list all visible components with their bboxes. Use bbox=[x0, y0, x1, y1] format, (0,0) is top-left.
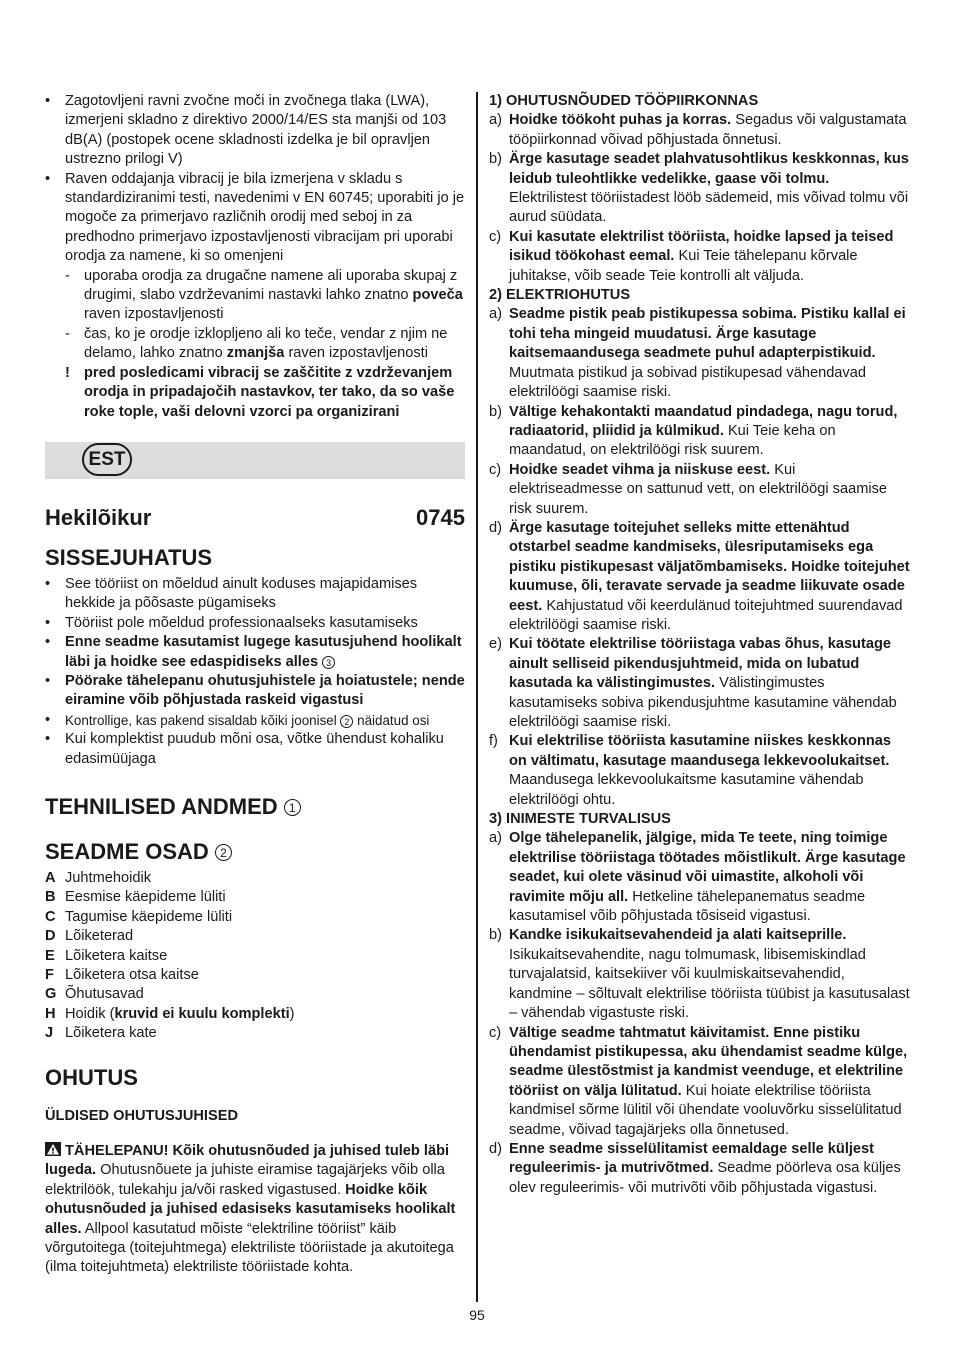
text-run: Kui kasutate elektrilist tööriista, hoidke lapsed ja teised isikud töökohast eemal. bbox=[509, 228, 894, 265]
text-run: Lõiketera otsa kaitse bbox=[65, 967, 199, 983]
safety-item bbox=[489, 403, 911, 461]
text-run: Kui töötate elektrilise tööriistaga vabas õhus, kasutage ainult selliseid pikendusjuhtmeid, mida on lubatud kasutada ka välistingimustes. bbox=[509, 636, 891, 692]
parts-key: G bbox=[45, 986, 57, 1003]
parts-item bbox=[45, 985, 465, 1004]
parts-item bbox=[45, 1005, 465, 1024]
text-run: kruvid ei kuulu komplekti bbox=[114, 1005, 290, 1022]
text-run: Zagotovljeni ravni zvočne moči in zvočnega tlaka (LWA), izmerjeni skladno z direktivo 2000/14/ES sta manjši od 103 dB(A) (postopek ocene skladnosti izdelka je bil opravljen ustrezno prilogi V) bbox=[65, 93, 447, 168]
item-marker: a) bbox=[489, 306, 502, 323]
safety-item bbox=[489, 1024, 911, 1140]
parts-key: D bbox=[45, 928, 56, 945]
list-item: • See tööriist on mõeldud ainult koduses majapidamises hekkide ja põõsaste pügamiseks bbox=[45, 575, 418, 612]
section-heading: 2) ELEKTRIOHUTUS bbox=[489, 287, 631, 304]
item-marker: f) bbox=[489, 733, 498, 750]
parts-item bbox=[45, 927, 465, 946]
text-run: Raven oddajanja vibracij je bila izmerjena v skladu s standardiziranimi testi, navedenimi v EN 60745; uporabiti jo je mogoče za primerjavo različnih orodij med seboj in za predhodno primerjavo izpostavljenosti vibracijam pri uporabi orodja za namene, ki so omenjeni bbox=[65, 170, 465, 265]
subitems bbox=[45, 267, 465, 364]
text-run: Enne seadme sisselülitamist eemaldage selle küljest reguleerimis- ja mutrivõtmed. bbox=[509, 1140, 875, 1177]
text-run: Eesmise käepideme lüliti bbox=[65, 889, 226, 906]
item-marker: a) bbox=[489, 830, 502, 847]
text-run: uporaba orodja za drugačne namene ali uporaba skupaj z drugimi, slabo vzdrževanimi nastavki lahko znatno bbox=[84, 267, 458, 304]
text-run: Hoidke töökoht puhas ja korras. bbox=[509, 112, 732, 129]
text-run: Ärge kasutage toitejuhet selleks mitte ettenähtud otstarbel seadme kandmiseks, ülesriputamiseks ega pistiku pistikupesast väljatõmbamiseks. Hoidke toitejuhet kuumuse, õli, teravate servade ja seadme liikuvate osade eest. bbox=[509, 519, 910, 614]
list-item: • Tööriist pole mõeldud professionaalseks kasutamiseks bbox=[45, 614, 418, 631]
general-heading: ÜLDISED OHUTUSJUHISED bbox=[45, 1107, 238, 1124]
text-run: Hoidke kõik ohutusnõuded ja juhised edasiseks kasutamiseks hoolikalt alles. bbox=[45, 1181, 456, 1237]
parts-key: E bbox=[45, 947, 55, 964]
text-run: Ohutusnõuete ja juhiste eiramise tagajärjeks võib olla elektrilöök, tulekahju ja/või rasked vigastused. bbox=[45, 1162, 445, 1198]
text-run: Kui elektrilise tööriista kasutamine niiskes keskkonnas on vältimatu, kasutage maandusega lekkevoolukaitset. bbox=[509, 733, 892, 769]
section-heading: 1) OHUTUSNÕUDED TÖÖPIIRKONNAS bbox=[489, 93, 759, 109]
text-run: Kui Teie keha on maandatud, on elektrilöögi risk suurem. bbox=[509, 422, 836, 459]
text-run: Allpool kasutatud mõiste “elektriline tööriist” käib võrgutoitega (toitejuhtmega) elektriliste tööriistade ja akutoitega (ilma toitejuhtmeta) elektriliste tööriistade kohta. bbox=[45, 1220, 454, 1276]
text-run: Hoidke seadet vihma ja niiskuse eest. bbox=[509, 461, 771, 478]
language-bar bbox=[45, 442, 465, 479]
item-marker: c) bbox=[489, 228, 502, 245]
safety-item bbox=[489, 111, 911, 150]
safety-item bbox=[489, 926, 911, 1023]
item-marker: e) bbox=[489, 636, 502, 653]
text-run: poveča bbox=[412, 287, 463, 304]
parts-key: J bbox=[45, 1025, 54, 1042]
list-item: • Pöörake tähelepanu ohutusjuhistele ja hoiatustele; nende eiramine võib põhjustada raskeid vigastusi bbox=[45, 672, 465, 709]
text-run: TÄHELEPANU! Kõik ohutusnõuded ja juhised tuleb läbi lugeda. bbox=[45, 1143, 450, 1179]
safety-item bbox=[489, 829, 911, 926]
list-item: • Zagotovljeni ravni zvočne moči in zvočnega tlaka (LWA), izmerjeni skladno z direktivo 2000/14/ES sta manjši od 103 dB(A) (postopek ocene skladnosti izdelka je bil opravljen ustrezno prilogi V) bbox=[45, 93, 447, 168]
item-marker: b) bbox=[489, 403, 502, 420]
text-run: Lõiketera kate bbox=[65, 1025, 157, 1042]
text-run: Hoidik ( bbox=[65, 1005, 115, 1022]
parts-item bbox=[45, 947, 465, 966]
text-run: Välistingimustes kasutamiseks sobiva pikendusjuhtme kasutamine vähendab elektrilöögi saamise riski. bbox=[509, 675, 897, 730]
parts-key: F bbox=[45, 967, 54, 983]
intro-bullets bbox=[45, 575, 465, 769]
parts-item bbox=[45, 908, 465, 927]
parts-list bbox=[45, 869, 465, 1044]
text-run: Kui komplektist puudub mõni osa, võtke ühendust kohaliku edasimüüjaga bbox=[65, 731, 444, 767]
parts-key: A bbox=[45, 869, 56, 886]
tech-heading: TEHNILISED ANDMED 1 bbox=[45, 794, 465, 820]
text-run: Juhtmehoidik bbox=[65, 869, 151, 886]
text-run: Kui Teie tähelepanu kõrvale juhitakse, võib seade Teie kontrolli alt väljuda. bbox=[509, 248, 858, 284]
figure-ref: 3 bbox=[322, 656, 335, 669]
text-run: See tööriist on mõeldud ainult koduses majapidamises hekkide ja põõsaste pügamiseks bbox=[65, 575, 418, 612]
text-run: ) bbox=[289, 1005, 295, 1022]
text-run: raven izpostavljenosti bbox=[284, 345, 428, 362]
page-number: 95 bbox=[469, 1307, 485, 1323]
language-badge: EST bbox=[82, 443, 132, 476]
safety-item bbox=[489, 732, 911, 810]
list-item: - čas, ko je orodje izklopljeno ali ko teče, vendar z njim ne delamo, lahko znatno zmanjša raven izpostavljenosti bbox=[65, 325, 448, 362]
product-title-row bbox=[45, 505, 465, 531]
parts-key: C bbox=[45, 908, 56, 925]
text-run: raven izpostavljenosti bbox=[84, 306, 224, 323]
figure-ref: 2 bbox=[340, 715, 353, 728]
list-item: - uporaba orodja za drugačne namene ali uporaba skupaj z drugimi, slabo vzdrževanimi nastavki lahko znatno poveča raven izpostavljenosti bbox=[65, 267, 463, 323]
item-marker: a) bbox=[489, 112, 502, 129]
safety-item bbox=[489, 635, 911, 732]
parts-item bbox=[45, 966, 465, 985]
text-run: Kandke isikukaitsevahendeid ja alati kaitseprille. bbox=[509, 927, 847, 944]
text-run: Pöörake tähelepanu ohutusjuhistele ja hoiatustele; nende eiramine võib põhjustada raskeid vigastusi bbox=[65, 672, 465, 709]
text-run: Lõiketera kaitse bbox=[65, 947, 168, 964]
item-marker: c) bbox=[489, 461, 502, 478]
safety-item bbox=[489, 305, 911, 402]
text-run: zmanjša bbox=[226, 345, 285, 362]
product-title: Hekilõikur bbox=[45, 504, 152, 530]
section-heading: 3) INIMESTE TURVALISUS bbox=[489, 811, 671, 828]
parts-item bbox=[45, 869, 465, 888]
parts-heading: SEADME OSAD 2 bbox=[45, 839, 465, 865]
text-run: Kui hoiate elektrilise tööriista kandmisel sõrme lülitil või ühendate vooluvõrku sisselülitatud seadme, võivad tagajärjeks olla õnnetused. bbox=[509, 1082, 902, 1138]
safety-item bbox=[489, 461, 911, 519]
text-run: Seadme pistik peab pistikupessa sobima. Pistiku kallal ei tohi teha mingeid muudatusi. Ärge kasutage kaitsemaandusega seadmete puhul adapterpistikuid. bbox=[509, 306, 906, 362]
text-run: Kontrollige, kas pakend sisaldab kõiki joonisel bbox=[65, 712, 341, 728]
parts-key: B bbox=[45, 889, 56, 906]
text-run: Maandusega lekkevoolukaitsme kasutamine vähendab elektrilöögi ohtu. bbox=[509, 772, 864, 808]
text-run: Tööriist pole mõeldud professionaalseks kasutamiseks bbox=[65, 614, 418, 631]
text-run: Õhutusavad bbox=[65, 986, 144, 1003]
safety-item bbox=[489, 228, 911, 286]
text-run: Vältige seadme tahtmatut käivitamist. Enne pistiku ühendamist pistikupessa, aku ühendamist seadme külge, seadme ülestõstmist ja kandmist veenduge, et elektriline tööriist on välja lülitatud. bbox=[509, 1024, 908, 1099]
text-run: Elektrilistest tööriistadest lööb sädemeid, mis võivad tolmu või aurud süüdata. bbox=[509, 190, 909, 226]
list-item: • Kui komplektist puudub mõni osa, võtke ühendust kohaliku edasimüüjaga bbox=[45, 731, 444, 767]
column-divider bbox=[476, 92, 478, 1302]
left-column bbox=[45, 92, 465, 1278]
warning-item: ! pred posledicami vibracij se zaščitite z vzdrževanjem orodja in pripadajočih nastavkov, ter tako, da so vaše roke tople, vaši delovni vzorci pa organizirani bbox=[65, 364, 455, 420]
text-run: Ärge kasutage seadet plahvatusohtlikus keskkonnas, kus leidub tuleohtlikke vedelikke, gaase või tolmu. bbox=[509, 151, 909, 187]
text-run: Isikukaitsevahendite, nagu tolmumask, libisemiskindlad turvajalatsid, kaitsekiiver või kuulmiskaitsevahendid, kandmine – sõltuvalt elektrilise tööriista tüübist ja kasutusalast – vähendab vigastuste riski. bbox=[509, 946, 910, 1022]
text-run: Tagumise käepideme lüliti bbox=[65, 908, 233, 925]
product-code: 0745 bbox=[416, 504, 465, 530]
bullets-top bbox=[45, 92, 465, 267]
item-marker: b) bbox=[489, 927, 502, 944]
text-run: Enne seadme kasutamist lugege kasutusjuhend hoolikalt läbi ja hoidke see edaspidiseks alles bbox=[65, 634, 462, 670]
safety-heading: OHUTUS bbox=[45, 1064, 138, 1090]
text-run: Seadme pöörleva osa küljes olev reguleerimis- või mutrivõti võib põhjustada vigastusi. bbox=[509, 1160, 901, 1196]
text-run: Muutmata pistikud ja sobivad pistikupesad vähendavad elektrilöögi saamise riski. bbox=[509, 364, 866, 401]
text-run: Kui elektriseadmesse on sattunud vett, on elektrilöögi saamise risk suurem. bbox=[509, 461, 888, 517]
item-marker: b) bbox=[489, 151, 502, 168]
parts-item bbox=[45, 888, 465, 907]
text-run: čas, ko je orodje izklopljeno ali ko teče, vendar z njim ne delamo, lahko znatno bbox=[84, 325, 448, 362]
text-run: näidatud osi bbox=[353, 712, 430, 728]
text-run: Kahjustatud või keerdulänud toitejuhtmed suurendavad elektrilöögi saamise riski. bbox=[509, 597, 903, 633]
item-marker: c) bbox=[489, 1024, 502, 1041]
warning-triangle-icon bbox=[45, 1142, 61, 1156]
text-run: Lõiketerad bbox=[65, 928, 134, 945]
safety-item bbox=[489, 519, 911, 635]
right-column bbox=[489, 92, 911, 1198]
item-marker: d) bbox=[489, 519, 502, 536]
text-run: Olge tähelepanelik, jälgige, mida Te teete, ning toimige elektrilise tööriistaga töötades mõistlikult. Ärge kasutage seadet, kui olete väsinud või uimastite, alkoholi või ravimite mõju all. bbox=[509, 830, 906, 905]
parts-key: H bbox=[45, 1005, 56, 1022]
general-paragraph bbox=[45, 1142, 465, 1278]
parts-item bbox=[45, 1024, 465, 1043]
list-item: • Enne seadme kasutamist lugege kasutusjuhend hoolikalt läbi ja hoidke see edaspidiseks alles 3 bbox=[45, 634, 462, 670]
list-item: • Kontrollige, kas pakend sisaldab kõiki joonisel 2 näidatud osi bbox=[45, 711, 430, 728]
text-run: Vältige kehakontakti maandatud pindadega, nagu torud, radiaatorid, pliidid ja külmikud. bbox=[509, 403, 898, 439]
text-run: Hetkeline tähelepanematus seadme kasutamisel võib põhjustada tõsiseid vigastusi. bbox=[509, 888, 866, 925]
intro-heading: SISSEJUHATUS bbox=[45, 544, 213, 570]
safety-item bbox=[489, 1140, 911, 1198]
safety-item bbox=[489, 150, 911, 228]
item-marker: d) bbox=[489, 1140, 502, 1157]
list-item: • Raven oddajanja vibracij je bila izmerjena v skladu s standardiziranimi testi, navedenimi v EN 60745; uporabiti jo je mogoče za primerjavo različnih orodij med seboj in za predhodno primerjavo izpostavljenosti vibracijam pri uporabi orodja za namene, ki so omenjeni bbox=[45, 170, 465, 265]
text-run: Segadus või valgustamata tööpiirkonnad võivad põhjustada õnnetusi. bbox=[509, 112, 907, 148]
